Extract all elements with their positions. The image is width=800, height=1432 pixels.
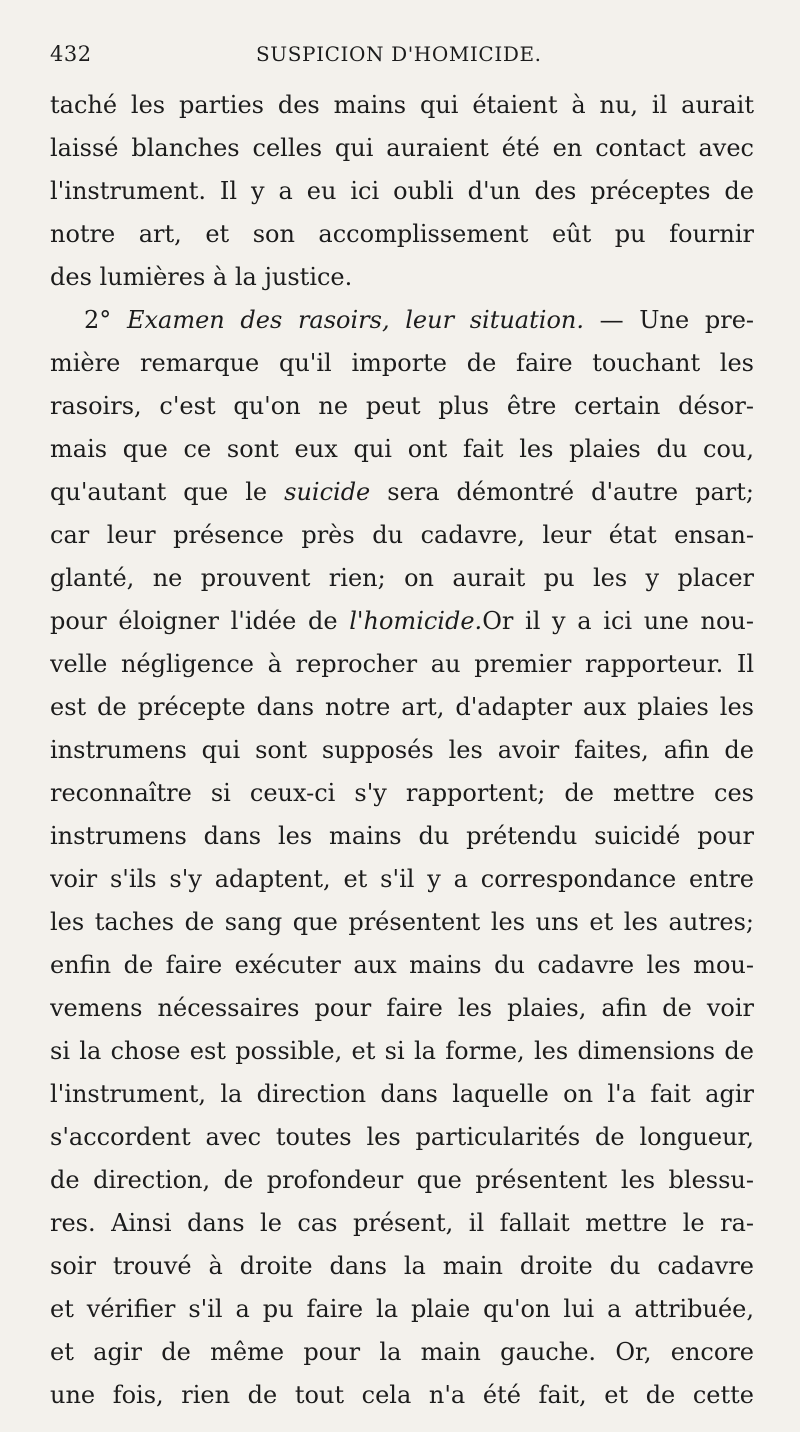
body-text <box>50 84 754 1417</box>
page-header <box>50 36 754 76</box>
text-line: laissé blanches celles qui auraient été en contact avec <box>50 134 754 162</box>
text-line: enfin de faire exécuter aux mains du cadavre les mou- <box>50 951 754 979</box>
text-line: vemens nécessaires pour faire les plaies, afin de voir <box>50 994 754 1022</box>
text-line: mais que ce sont eux qui ont fait les plaies du cou, <box>50 435 754 463</box>
text-line: notre art, et son accomplissement eût pu fournir <box>50 220 754 248</box>
running-title: SUSPICION D'HOMICIDE. <box>256 42 542 66</box>
text-line: mière remarque qu'il importe de faire touchant les <box>50 349 754 377</box>
text-line: si la chose est possible, et si la forme, les dimensions de <box>50 1037 754 1065</box>
text-line: voir s'ils s'y adaptent, et s'il y a correspondance entre <box>50 865 754 893</box>
text-line: instrumens qui sont supposés les avoir faites, afin de <box>50 736 754 764</box>
text-line: res. Ainsi dans le cas présent, il fallait mettre le ra- <box>50 1209 754 1237</box>
text-line: reconnaître si ceux-ci s'y rapportent; de mettre ces <box>50 779 754 807</box>
text-line: et agir de même pour la main gauche. Or, encore <box>50 1338 754 1366</box>
text-segment: pour éloigner l'idée de <box>50 607 350 635</box>
section-heading: Examen des rasoirs, leur situation. <box>126 306 584 334</box>
text-line: velle négligence à reprocher au premier rapporteur. Il <box>50 650 754 678</box>
text-line: soir trouvé à droite dans la main droite du cadavre <box>50 1252 754 1280</box>
text-segment: Or il y a ici une nou- <box>482 607 754 635</box>
text-segment: qu'autant que le <box>50 478 285 506</box>
text-line: l'instrument, la direction dans laquelle on l'a fait agir <box>50 1080 754 1108</box>
text-line: et vérifier s'il a pu faire la plaie qu'on lui a attribuée, <box>50 1295 754 1323</box>
text-line: une fois, rien de tout cela n'a été fait, et de cette <box>50 1381 754 1409</box>
text-line: est de précepte dans notre art, d'adapter aux plaies les <box>50 693 754 721</box>
text-line: glanté, ne prouvent rien; on aurait pu les y placer <box>50 564 754 592</box>
section-number: 2° <box>84 306 112 334</box>
text-line: de direction, de profondeur que présentent les blessu- <box>50 1166 754 1194</box>
italic-term: l'homicide. <box>349 607 483 635</box>
text-segment: sera démontré d'autre part; <box>370 478 754 506</box>
text-line: l'instrument. Il y a eu ici oubli d'un des préceptes de <box>50 177 754 205</box>
text-line: s'accordent avec toutes les particularités de longueur, <box>50 1123 754 1151</box>
text-line <box>50 600 754 643</box>
text-line: taché les parties des mains qui étaient à nu, il aurait <box>50 91 754 119</box>
text-line: des lumières à la justice. <box>50 263 353 291</box>
text-line: instrumens dans les mains du prétendu suicidé pour <box>50 822 754 850</box>
italic-term: suicide <box>284 478 371 506</box>
text-line: les taches de sang que présentent les uns et les autres; <box>50 908 754 936</box>
text-line: car leur présence près du cadavre, leur état ensan- <box>50 521 754 549</box>
section-text: — Une pre- <box>583 306 754 334</box>
text-line <box>50 471 754 514</box>
page-number: 432 <box>50 42 92 66</box>
section-line <box>50 299 754 342</box>
text-line: rasoirs, c'est qu'on ne peut plus être certain désor- <box>50 392 754 420</box>
